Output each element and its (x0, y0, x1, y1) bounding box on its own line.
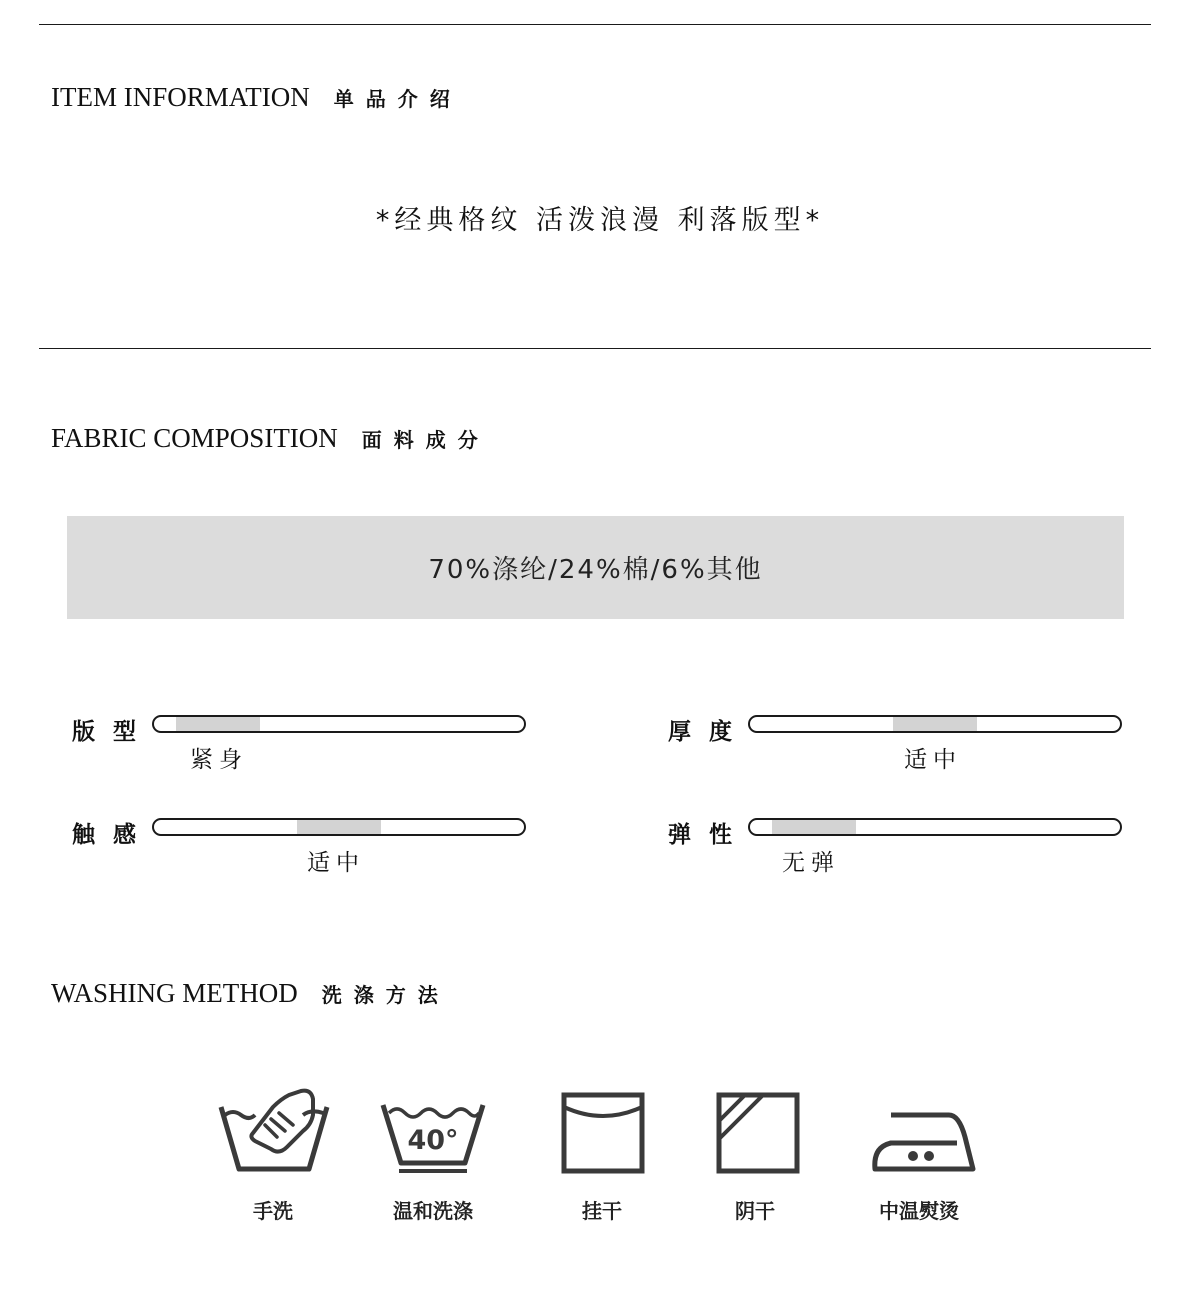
washing-title-cn: 洗涤方法 (321, 983, 450, 1007)
fabric-heading (51, 423, 490, 454)
attribute-label: 厚度 (668, 719, 750, 745)
attribute-value: 适中 (904, 747, 962, 773)
wash-label: 中温熨烫 (879, 1199, 959, 1223)
wash-label: 阴干 (735, 1199, 775, 1223)
hang-dry-icon (544, 1085, 660, 1177)
attribute-scale-bar (152, 818, 526, 836)
wash-label: 挂干 (582, 1199, 622, 1223)
attribute-label: 触感 (72, 822, 154, 848)
iron-medium-icon (861, 1085, 977, 1177)
wash-temperature-text: 40° (407, 1125, 459, 1156)
wash-40-icon (375, 1085, 491, 1177)
top-divider (39, 24, 1151, 25)
attribute-scale-fill (893, 717, 977, 731)
item-info-heading (51, 82, 462, 113)
wash-item-gentle-40 (368, 1085, 498, 1224)
attribute-value: 紧身 (190, 747, 248, 773)
attribute-scale-fill (297, 820, 381, 834)
washing-heading (51, 978, 450, 1009)
middle-divider (39, 348, 1151, 349)
attribute-scale-fill (772, 820, 856, 834)
hand-wash-icon (215, 1085, 331, 1177)
attribute-scale-bar (748, 818, 1122, 836)
washing-title-en: WASHING METHOD (51, 978, 298, 1008)
item-info-title-cn: 单品介绍 (333, 87, 462, 111)
attribute-value: 无弹 (782, 850, 840, 876)
composition-box (67, 516, 1124, 619)
wash-item-shade-dry (690, 1085, 820, 1224)
composition-text: 70%涤纶/24%棉/6%其他 (428, 555, 763, 585)
attribute-scale-bar (748, 715, 1122, 733)
attribute-scale-fill (176, 717, 260, 731)
wash-item-hang-dry (537, 1085, 667, 1224)
attribute-value: 适中 (307, 850, 365, 876)
shade-dry-icon (697, 1085, 813, 1177)
item-tagline: *经典格纹 活泼浪漫 利落版型* (375, 205, 825, 236)
item-info-title-en: ITEM INFORMATION (51, 82, 310, 112)
attribute-label: 弹性 (668, 822, 750, 848)
fabric-title-en: FABRIC COMPOSITION (51, 423, 338, 453)
attribute-scale-bar (152, 715, 526, 733)
wash-item-hand-wash (208, 1085, 338, 1224)
fabric-title-cn: 面料成分 (361, 428, 490, 452)
attribute-label: 版型 (72, 719, 154, 745)
wash-label: 手洗 (253, 1199, 293, 1223)
wash-label: 温和洗涤 (393, 1199, 473, 1223)
wash-item-iron-medium (854, 1085, 984, 1224)
